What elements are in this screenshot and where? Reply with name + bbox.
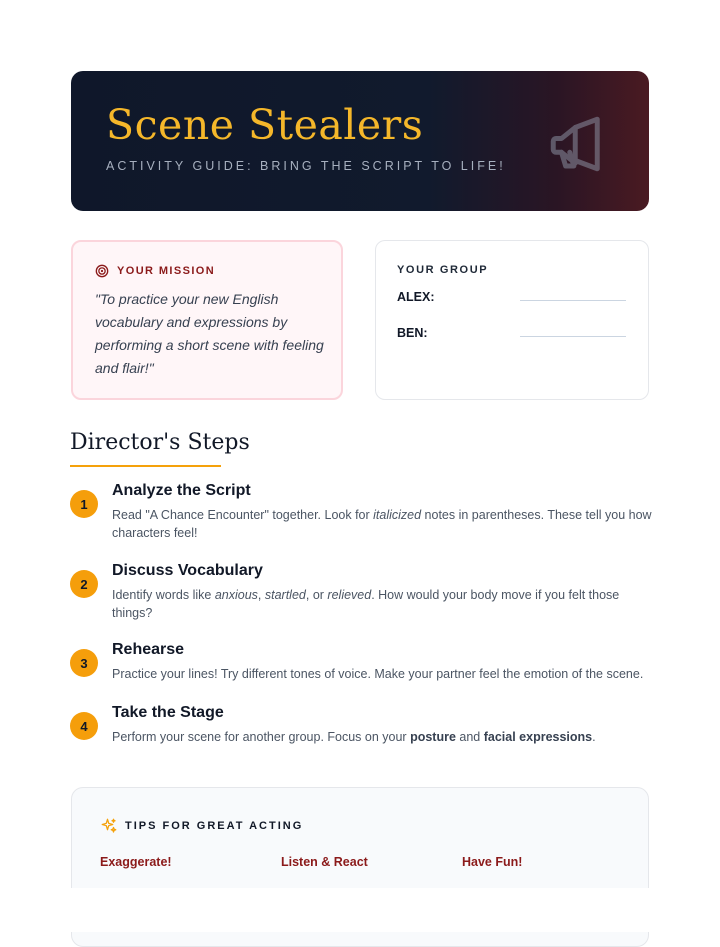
step-number-badge: 4	[70, 712, 98, 740]
sparkle-icon	[100, 817, 118, 835]
member-name-line[interactable]	[520, 336, 626, 337]
member-name-line[interactable]	[520, 300, 626, 301]
heading-underline	[70, 465, 221, 467]
target-icon	[95, 264, 109, 278]
mission-card	[71, 240, 343, 400]
header-banner	[71, 71, 649, 211]
megaphone-icon	[545, 111, 611, 177]
step-number-badge: 3	[70, 649, 98, 677]
step-description: Identify words like anxious, startled, or relieved. How would your body move if you felt those things?	[112, 588, 620, 620]
step-description: Practice your lines! Try different tones of voice. Make your partner feel the emotion of the scene.	[112, 667, 644, 681]
tip-item: Listen & React	[281, 855, 368, 869]
step-number-badge: 2	[70, 570, 98, 598]
tips-header	[100, 817, 303, 835]
step-title: Discuss Vocabulary	[112, 562, 263, 579]
mission-label: YOUR MISSION	[117, 265, 216, 277]
page-bottom-edge	[0, 888, 720, 932]
group-label: YOUR GROUP	[397, 264, 489, 276]
page-subtitle: ACTIVITY GUIDE: BRING THE SCRIPT TO LIFE!	[106, 159, 506, 173]
step-title: Rehearse	[112, 641, 185, 658]
tip-item: Exaggerate!	[100, 855, 172, 869]
member-name-alex: ALEX:	[397, 290, 435, 304]
step-description: Read "A Chance Encounter" together. Look for italicized notes in parentheses. These tell you how characters feel!	[112, 508, 652, 540]
member-name-ben: BEN:	[397, 326, 428, 340]
step-title: Analyze the Script	[112, 482, 251, 499]
step-number-badge: 1	[70, 490, 98, 518]
mission-quote: "To practice your new English vocabulary and expressions by performing a short scene with feeling and flair!"	[95, 291, 324, 376]
group-card	[375, 240, 649, 400]
step-description: Perform your scene for another group. Focus on your posture and facial expressions.	[112, 730, 596, 744]
tip-item: Have Fun!	[462, 855, 523, 869]
steps-heading: Director's Steps	[70, 430, 250, 455]
tips-label: TIPS FOR GREAT ACTING	[125, 820, 304, 832]
step-title: Take the Stage	[112, 704, 224, 721]
mission-header	[95, 264, 215, 278]
page-title: Scene Stealers	[106, 101, 424, 149]
